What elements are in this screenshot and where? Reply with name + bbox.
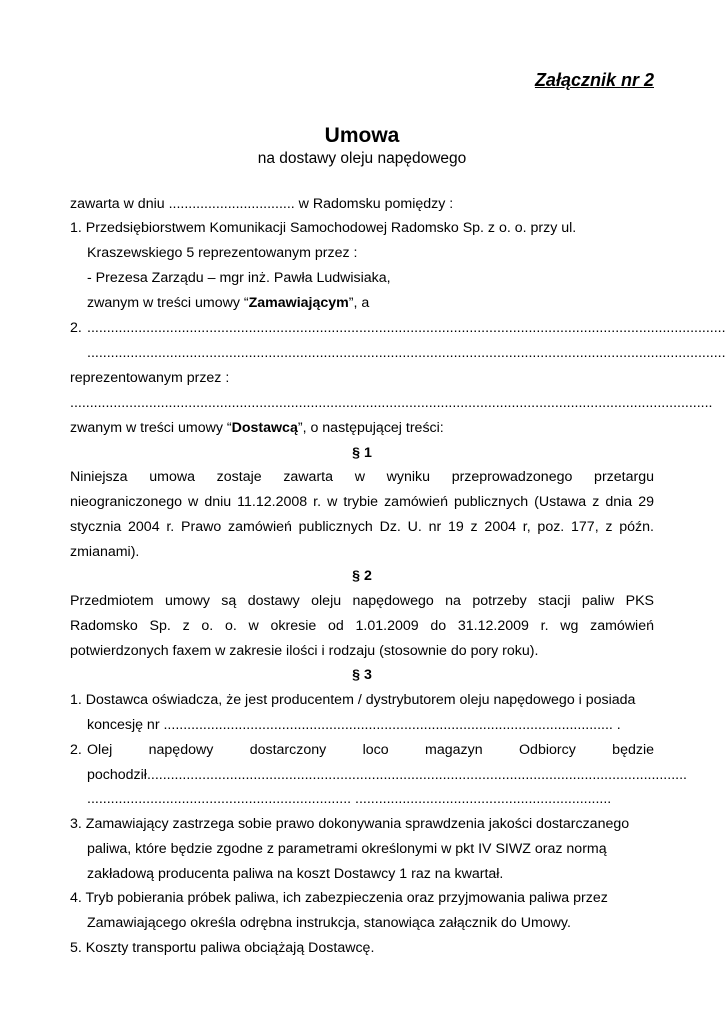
- party2-named: [70, 420, 444, 437]
- s3-p4-line1: 4. Tryb pobierania próbek paliwa, ich zabezpieczenia oraz przyjmowania paliwa przez: [70, 890, 608, 906]
- s3-p1-line2: koncesję nr .................................................................................................................. .: [87, 717, 621, 733]
- party2-dots: ..................................................................................................................................................................: [87, 320, 726, 336]
- party1-named-post: ”, a: [348, 295, 370, 311]
- party1-line3: - Prezesa Zarządu – mgr inż. Pawła Ludwisiaka,: [87, 270, 391, 286]
- attachment-label: Załącznik nr 2: [534, 70, 654, 90]
- document-subtitle: na dostawy oleju napędowego: [257, 150, 467, 167]
- s2-line3: potwierdzonych faxem w zakresie ilości i rodzaju (stosownie do pory roku).: [70, 643, 539, 659]
- party2-named-bold: Dostawcą: [231, 420, 298, 436]
- document-title: Umowa: [324, 124, 400, 147]
- section-1-heading: § 1: [352, 445, 372, 461]
- party1-named-bold: Zamawiającym: [248, 295, 349, 311]
- s3-p2-line2: pochodził.........................................................................................................................................: [87, 767, 687, 783]
- s1-line2: nieograniczonego w dniu 11.12.2008 r. w trybie zamówień publicznych (Ustawa z dnia 29: [70, 494, 654, 510]
- s2-line2: Radomsko Sp. z o. o. w okresie od 1.01.2009 do 31.12.2009 r. wg zamówień: [70, 618, 654, 634]
- s3-p2-line3: ................................................................... .................................................................: [87, 791, 612, 807]
- s3-p3-line1: 3. Zamawiający zastrzega sobie prawo dokonywania sprawdzenia jakości dostarczanego: [70, 816, 630, 832]
- party2-number: 2.: [70, 320, 82, 336]
- s1-line3: stycznia 2004 r. Prawo zamówień publicznych Dz. U. nr 19 z 2004 r, poz. 177, z późn.: [70, 519, 654, 535]
- s2-line1: Przedmiotem umowy są dostawy oleju napędowego na potrzeby stacji paliw PKS: [70, 593, 654, 609]
- party2-named-pre: zwanym w treści umowy “: [70, 420, 232, 436]
- s3-p3-line2: paliwa, które będzie zgodne z parametrami określonymi w pkt IV SIWZ oraz normą: [87, 841, 607, 857]
- party1-line2: Kraszewskiego 5 reprezentowanym przez :: [87, 245, 358, 261]
- section-3-heading: § 3: [352, 667, 372, 683]
- s3-p4-line2: Zamawiającego określa odrębna instrukcja, stanowiąca załącznik do Umowy.: [87, 915, 571, 931]
- rep-dots: ...................................................................................................................................................................: [70, 395, 713, 411]
- party1-line1: 1. Przedsiębiorstwem Komunikacji Samochodowej Radomsko Sp. z o. o. przy ul.: [70, 220, 577, 236]
- s3-p5-line1: 5. Koszty transportu paliwa obciążają Dostawcę.: [70, 940, 375, 956]
- s3-p1-line1: 1. Dostawca oświadcza, że jest producentem / dystrybutorem oleju napędowego i posiada: [70, 692, 636, 708]
- s3-p2-line1: Olej napędowy dostarczony loco magazyn Odbiorcy będzie: [87, 742, 654, 758]
- party2-dots-2: ..................................................................................................................................................................: [87, 345, 726, 361]
- party1-named-pre: zwanym w treści umowy “: [87, 295, 249, 311]
- section-2-heading: § 2: [352, 568, 372, 584]
- rep-label: reprezentowanym przez :: [70, 370, 230, 386]
- party2-named-post: ”, o następującej treści:: [297, 420, 444, 436]
- s3-p3-line3: zakładową producenta paliwa na koszt Dostawcy 1 raz na kwartał.: [87, 866, 504, 882]
- s1-line1: Niniejsza umowa zostaje zawarta w wyniku przeprowadzonego przetargu: [70, 469, 654, 485]
- s1-line4: zmianami).: [70, 544, 140, 560]
- s3-p2-number: 2.: [70, 742, 82, 758]
- intro-line: zawarta w dniu ................................ w Radomsku pomiędzy :: [70, 196, 454, 212]
- party1-line4: [87, 295, 369, 312]
